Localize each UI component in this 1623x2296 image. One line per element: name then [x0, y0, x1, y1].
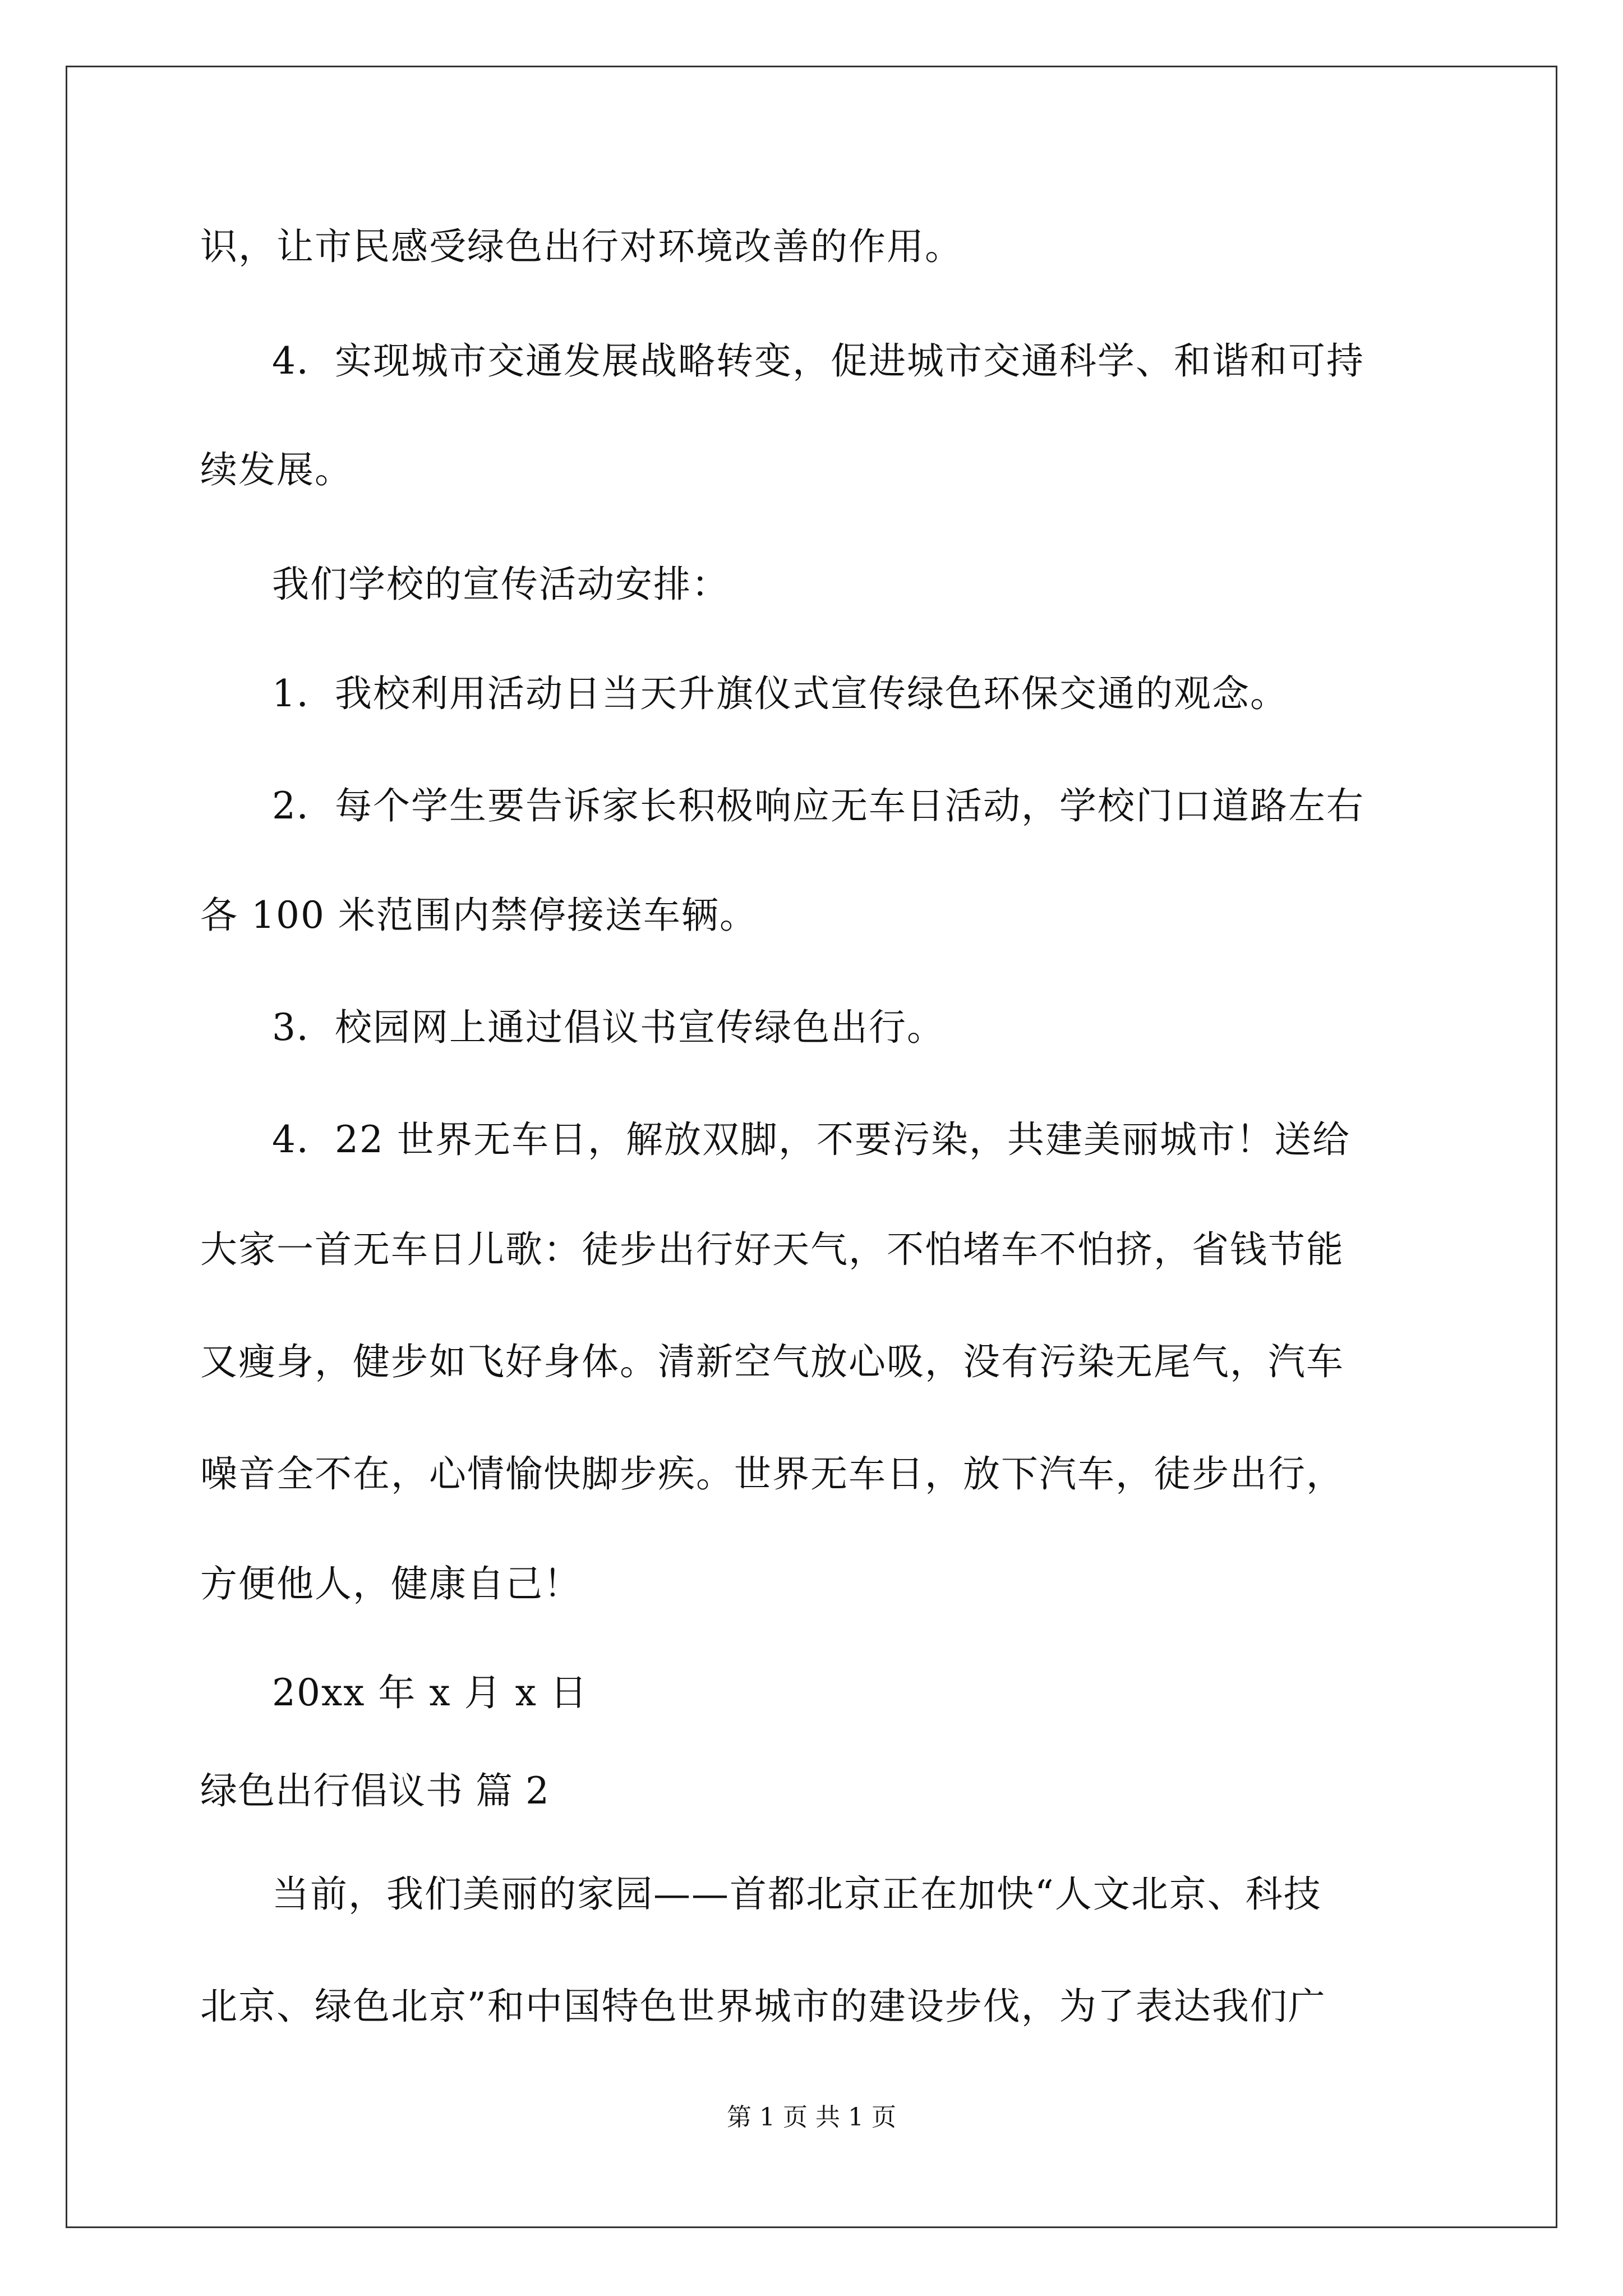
paragraph-line: 大家一首无车日儿歌：徒步出行好天气，不怕堵车不怕挤，省钱节能: [200, 1228, 1344, 1271]
paragraph-line: 方便他人，健康自己！: [200, 1562, 582, 1605]
page-number-footer: 第 1 页 共 1 页: [727, 2103, 896, 2132]
paragraph-line: 续发展。: [200, 448, 353, 491]
paragraph-line: 噪音全不在，心情愉快脚步疾。世界无车日，放下汽车，徒步出行，: [200, 1452, 1344, 1496]
paragraph-line: 各 100 米范围内禁停接送车辆。: [200, 894, 758, 937]
paragraph-line: 当前，我们美丽的家园——首都北京正在加快“人文北京、科技: [272, 1872, 1322, 1916]
paragraph-line: 北京、绿色北京”和中国特色世界城市的建设步伐，为了表达我们广: [200, 1985, 1326, 2028]
paragraph-line: 4．22 世界无车日，解放双脚，不要污染，共建美丽城市！送给: [272, 1118, 1350, 1161]
paragraph-line: 4．实现城市交通发展战略转变，促进城市交通科学、和谐和可持: [272, 339, 1364, 383]
paragraph-line: 我们学校的宣传活动安排：: [272, 563, 730, 606]
paragraph-line: 又瘦身，健步如飞好身体。清新空气放心吸，没有污染无尾气，汽车: [200, 1340, 1344, 1383]
section-heading: 绿色出行倡议书 篇 2: [200, 1769, 550, 1812]
paragraph-line: 1．我校利用活动日当天升旗仪式宣传绿色环保交通的观念。: [272, 672, 1288, 715]
date-line: 20xx 年 x 月 x 日: [272, 1671, 588, 1714]
paragraph-line: 3．校园网上通过倡议书宣传绿色出行。: [272, 1006, 945, 1049]
paragraph-line: 2．每个学生要告诉家长积极响应无车日活动，学校门口道路左右: [272, 784, 1364, 827]
paragraph-line: 识，让市民感受绿色出行对环境改善的作用。: [200, 225, 963, 268]
